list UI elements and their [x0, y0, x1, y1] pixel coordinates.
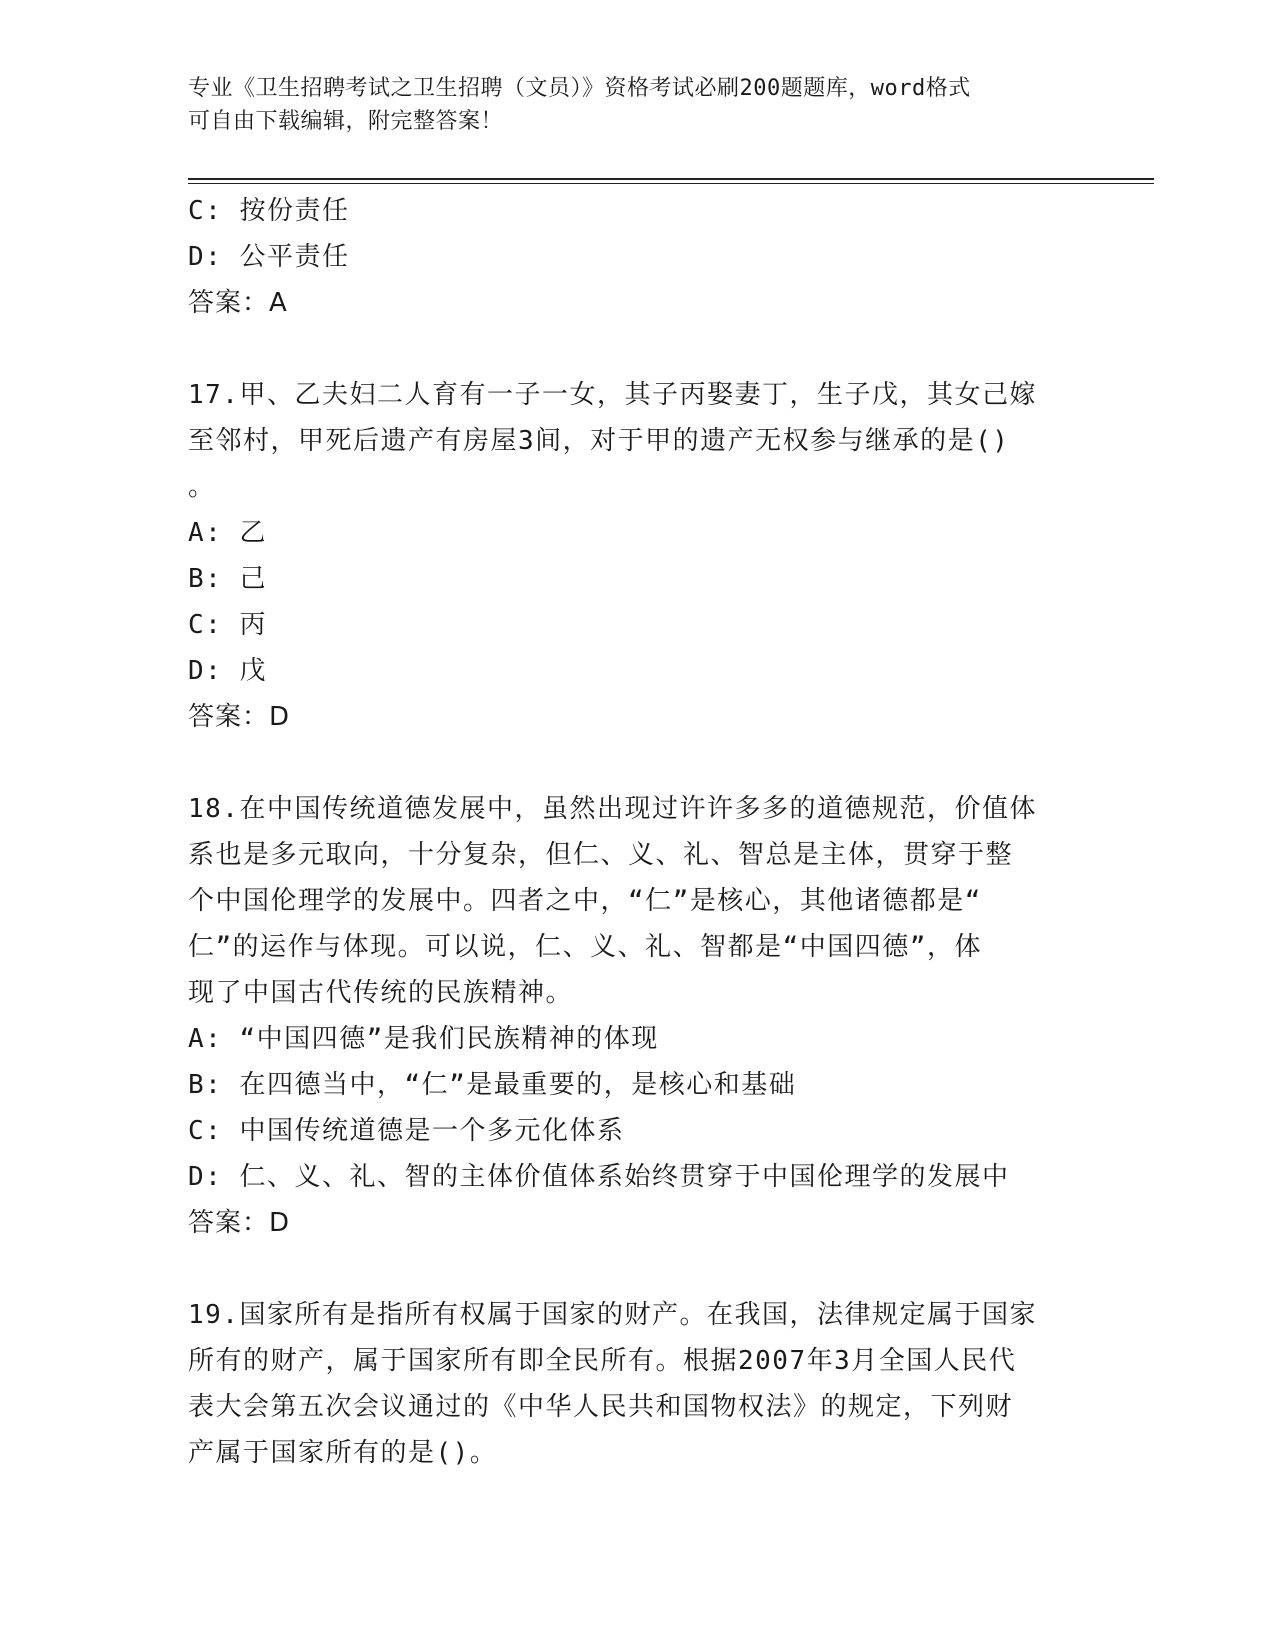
question-19 — [188, 1292, 1088, 1476]
q18-stem-line: 系也是多元取向，十分复杂，但仁、义、礼、智总是主体，贯穿于整 — [188, 840, 1014, 870]
q18-option-c: C: 中国传统道德是一个多元化体系 — [188, 1116, 625, 1146]
q19-stem-line: 19.国家所有是指所有权属于国家的财产。在我国，法律规定属于国家 — [188, 1300, 1037, 1330]
q18-option-d: D: 仁、义、礼、智的主体价值体系始终贯穿于中国伦理学的发展中 — [188, 1162, 1010, 1192]
document-body — [188, 188, 1088, 1476]
document-header — [188, 72, 1068, 138]
q17-option-a: A: 乙 — [188, 518, 267, 548]
q16-option-c: C: 按份责任 — [188, 196, 350, 226]
spacer — [188, 326, 1088, 372]
q17-stem-line: 17.甲、乙夫妇二人育有一子一女，其子丙娶妻丁，生子戊，其女己嫁 — [188, 380, 1037, 410]
q17-option-b: B: 己 — [188, 564, 267, 594]
q16-answer: 答案：A — [188, 288, 288, 318]
q18-answer: 答案：D — [188, 1208, 291, 1238]
q16-option-d: D: 公平责任 — [188, 242, 350, 272]
question-17 — [188, 372, 1088, 740]
q18-stem-line: 仁”的运作与体现。可以说，仁、义、礼、智都是“中国四德”，体 — [188, 932, 982, 962]
q19-stem-line: 所有的财产，属于国家所有即全民所有。根据2007年3月全国人民代 — [188, 1346, 1017, 1376]
q17-answer: 答案：D — [188, 702, 291, 732]
q17-option-c: C: 丙 — [188, 610, 267, 640]
q18-stem-line: 个中国伦理学的发展中。四者之中，“仁”是核心，其他诸德都是“ — [188, 886, 982, 916]
q18-option-b: B: 在四德当中，“仁”是最重要的，是核心和基础 — [188, 1070, 797, 1100]
q18-stem-line: 现了中国古代传统的民族精神。 — [188, 978, 574, 1008]
question-16-tail — [188, 188, 1088, 326]
header-line-1: 专业《卫生招聘考试之卫生招聘（文员）》资格考试必刷200题题库，word格式 — [188, 76, 971, 101]
spacer — [188, 1246, 1088, 1292]
q17-stem-line: 至邻村，甲死后遗产有房屋3间，对于甲的遗产无权参与继承的是() — [188, 426, 1010, 456]
header-rule-thick — [188, 178, 1154, 180]
q18-option-a: A: “中国四德”是我们民族精神的体现 — [188, 1024, 659, 1054]
q19-stem-line: 产属于国家所有的是()。 — [188, 1438, 498, 1468]
header-line-2: 可自由下载编辑，附完整答案！ — [188, 109, 504, 134]
q17-stem-line: 。 — [188, 472, 216, 502]
header-rule-thin — [188, 183, 1154, 184]
q18-stem-line: 18.在中国传统道德发展中，虽然出现过许许多多的道德规范，价值体 — [188, 794, 1037, 824]
q19-stem-line: 表大会第五次会议通过的《中华人民共和国物权法》的规定，下列财 — [188, 1392, 1014, 1422]
q17-option-d: D: 戊 — [188, 656, 267, 686]
spacer — [188, 740, 1088, 786]
question-18 — [188, 786, 1088, 1246]
